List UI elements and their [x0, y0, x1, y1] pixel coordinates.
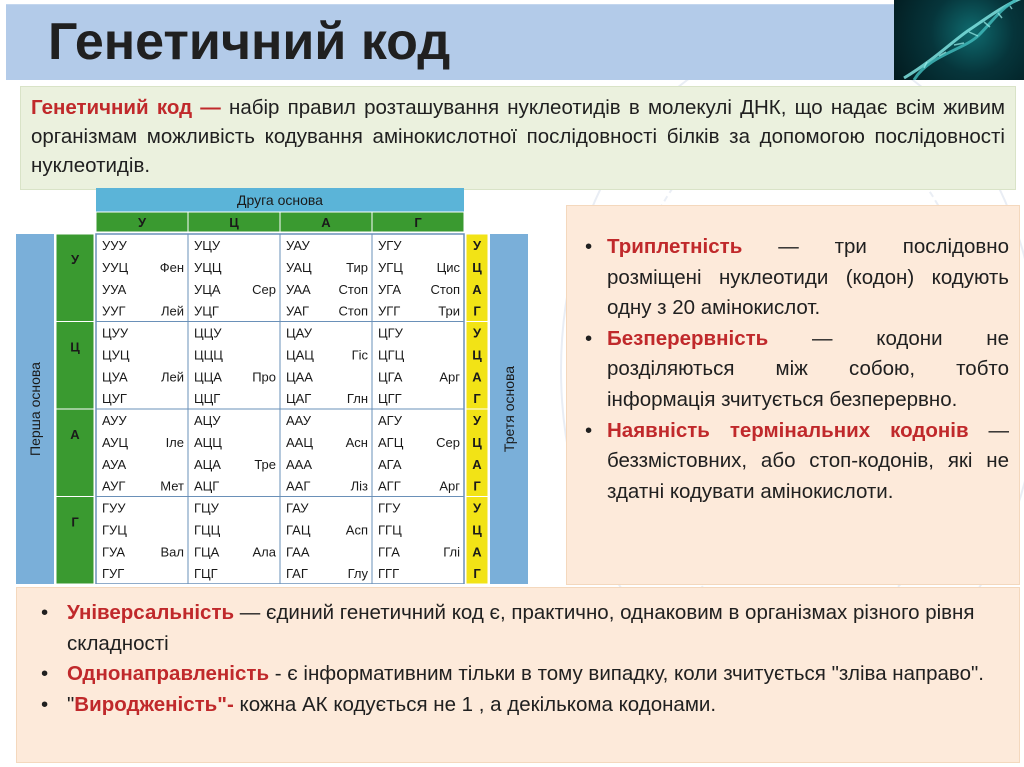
definition-box	[20, 86, 1016, 190]
amino-acid-text: Асн	[345, 434, 368, 450]
codon-table	[14, 188, 550, 584]
codon-text: УГУ	[378, 238, 402, 253]
amino-acid-text: Стоп	[338, 281, 368, 297]
codon-text: АЦЦ	[194, 434, 222, 450]
third-base-label: Ц	[472, 522, 482, 538]
codon-text: УГЦ	[378, 259, 403, 275]
left-header-label: Перша основа	[27, 362, 43, 456]
codon-text: ГУЦ	[102, 522, 127, 538]
amino-acid-text: Асп	[345, 522, 368, 538]
codon-text: АГУ	[378, 413, 402, 428]
amino-acid-text: Гіс	[351, 347, 368, 363]
property-item	[577, 324, 1009, 416]
amino-acid-text: Ліз	[350, 478, 368, 494]
amino-acid-text: Арг	[439, 369, 460, 385]
property-term: Універсальність	[67, 601, 235, 624]
codon-text: ГЦГ	[194, 566, 218, 582]
codon-text: ГГА	[378, 544, 400, 560]
property-text: кожна АК кодується не 1 , а декількома кодонами.	[233, 692, 717, 716]
second-base-label: У	[137, 215, 147, 230]
codon-text: ГАУ	[286, 500, 309, 516]
codon-text: УГА	[378, 281, 402, 297]
properties-list-right	[577, 232, 1009, 507]
codon-text: ГУГ	[102, 566, 125, 582]
first-base-cell	[56, 322, 94, 410]
amino-acid-text: Тир	[346, 259, 368, 275]
amino-acid-text: Лей	[160, 369, 184, 385]
amino-acid-text: Сер	[436, 434, 460, 450]
property-term: Виродженість"-	[74, 692, 234, 716]
codon-table-svg	[14, 188, 550, 584]
property-item	[27, 690, 1009, 721]
codon-text: УУГ	[102, 303, 126, 319]
amino-acid-text: Іле	[165, 434, 184, 450]
codon-text: УУА	[102, 281, 127, 297]
third-base-label: У	[472, 500, 482, 516]
amino-acid-text: Три	[438, 303, 460, 319]
codon-text: УЦУ	[194, 238, 221, 253]
bullet-icon: •	[41, 601, 49, 624]
amino-acid-text: Стоп	[338, 303, 368, 319]
codon-text: ГЦА	[194, 544, 220, 560]
amino-acid-text: Сер	[252, 281, 276, 297]
codon-text: ЦУУ	[102, 325, 129, 341]
property-term: Наявність термінальних кодонів	[607, 418, 969, 442]
codon-text: УУУ	[102, 238, 127, 253]
bullet-icon: •	[585, 326, 593, 350]
codon-text: ГЦЦ	[194, 522, 221, 538]
first-base-label: А	[70, 427, 80, 442]
property-text: — кодони не розділяються між собою, тобто інформація зчитується безперервно.	[607, 326, 1009, 411]
slide-title: Генетичний код	[48, 13, 451, 71]
codon-text: УЦА	[194, 281, 221, 297]
bullet-icon: •	[41, 692, 49, 716]
third-base-label: Ц	[472, 259, 482, 275]
amino-acid-text: Глі	[443, 544, 460, 560]
codon-text: ЦАУ	[286, 325, 312, 341]
codon-text: УУЦ	[102, 259, 129, 275]
property-term: Безперервність	[607, 326, 769, 350]
codon-text: ЦГУ	[378, 325, 403, 341]
amino-acid-text: Тре	[254, 456, 276, 472]
codon-text: ЦГГ	[378, 391, 402, 407]
bullet-icon: •	[585, 418, 593, 442]
third-base-label: А	[472, 544, 482, 560]
codon-text: УГГ	[378, 303, 401, 319]
codon-text: УЦЦ	[194, 259, 222, 275]
properties-list-bottom	[27, 598, 1009, 720]
codon-text: ЦУГ	[102, 391, 127, 407]
bullet-icon: •	[585, 235, 593, 258]
codon-text: ААА	[286, 456, 313, 472]
property-item	[577, 232, 1009, 324]
right-header-label: Третя основа	[501, 365, 517, 453]
property-text: — три послідовно розміщені нуклеотиди (кодон) кодують одну з 20 амінокислот.	[607, 235, 1009, 320]
property-prefix: "	[67, 692, 75, 716]
amino-acid-text: Вал	[160, 544, 184, 560]
codon-text: ААЦ	[286, 434, 313, 450]
property-item	[27, 659, 1009, 690]
top-header-label: Друга основа	[237, 192, 323, 208]
amino-acid-text: Лей	[160, 303, 184, 319]
codon-text: ЦЦГ	[194, 391, 221, 407]
codon-text: ЦУЦ	[102, 347, 130, 363]
codon-text: ААУ	[286, 413, 312, 428]
third-base-label: Г	[473, 391, 481, 407]
codon-text: ГГУ	[378, 500, 401, 516]
codon-text: УАА	[286, 281, 311, 297]
codon-text: УАЦ	[286, 259, 312, 275]
codon-text: ЦГА	[378, 369, 403, 385]
codon-text: АЦА	[194, 456, 221, 472]
third-base-label: У	[472, 413, 482, 428]
third-base-label: А	[472, 369, 482, 385]
codon-text: ЦЦЦ	[194, 347, 223, 363]
codon-text: ГГЦ	[378, 522, 402, 538]
codon-text: УАГ	[286, 303, 310, 319]
codon-text: ГЦУ	[194, 500, 219, 516]
properties-box-right	[566, 205, 1020, 585]
codon-text: ЦЦА	[194, 369, 222, 385]
amino-acid-text: Ала	[252, 544, 276, 560]
codon-text: ЦАЦ	[286, 347, 314, 363]
property-text: - є інформативним тільки в тому випадку, коли зчитується "зліва направо".	[269, 662, 984, 686]
first-base-label: Г	[71, 514, 79, 530]
third-base-label: Ц	[472, 347, 482, 363]
codon-text: АГГ	[378, 478, 401, 494]
amino-acid-text: Глн	[346, 391, 368, 407]
codon-text: ГГГ	[378, 566, 400, 582]
third-base-label: У	[472, 325, 482, 341]
codon-text: ЦЦУ	[194, 325, 222, 341]
codon-text: АУА	[102, 456, 127, 472]
codon-text: АУЦ	[102, 434, 128, 450]
second-base-label: А	[321, 215, 331, 230]
third-base-label: Г	[473, 566, 481, 582]
codon-text: АГЦ	[378, 434, 404, 450]
dna-image	[894, 0, 1024, 80]
third-base-label: Ц	[472, 434, 482, 450]
codon-text: АУГ	[102, 478, 126, 494]
amino-acid-text: Мет	[160, 478, 184, 494]
property-item	[27, 598, 1009, 659]
codon-text: ЦУА	[102, 369, 128, 385]
property-term: Однонаправленість	[67, 662, 270, 686]
property-text: — єдиний генетичний код є, практично, однаковим в організмах різного рівня складності	[67, 601, 975, 655]
first-base-cell	[56, 409, 94, 497]
first-base-cell	[56, 497, 94, 585]
codon-text: УЦГ	[194, 303, 219, 319]
amino-acid-text: Арг	[439, 478, 460, 494]
codon-text: ААГ	[286, 478, 311, 494]
amino-acid-text: Про	[252, 369, 276, 385]
codon-text: АУУ	[102, 413, 127, 428]
codon-text: АЦУ	[194, 413, 221, 428]
first-base-cell	[56, 234, 94, 322]
amino-acid-text: Глу	[347, 566, 368, 582]
third-base-label: У	[472, 238, 482, 253]
amino-acid-text: Стоп	[430, 281, 460, 297]
amino-acid-text: Цис	[436, 259, 460, 275]
codon-text: ГУА	[102, 544, 126, 560]
codon-text: АГА	[378, 456, 402, 472]
definition-text: набір правил розташування нуклеотидів в молекулі ДНК, що надає всім живим організмам можливість кодування амінокислотної послідовності білків за допомогою послідовності нуклеотидів.	[31, 96, 1005, 177]
properties-box-bottom	[16, 587, 1020, 763]
second-base-label: Ц	[229, 215, 239, 230]
third-base-label: Г	[473, 303, 481, 319]
dna-helix-icon	[894, 0, 1024, 80]
codon-text: ЦАА	[286, 369, 313, 385]
first-base-label: Ц	[70, 339, 80, 355]
codon-text: ЦАГ	[286, 391, 312, 407]
definition-term: Генетичний код —	[31, 96, 221, 119]
third-base-label: Г	[473, 478, 481, 494]
codon-text: ГУУ	[102, 500, 126, 516]
property-item	[577, 416, 1009, 508]
codon-text: УАУ	[286, 238, 310, 253]
codon-text: АЦГ	[194, 478, 220, 494]
bullet-icon: •	[41, 662, 49, 686]
second-base-label: Г	[414, 215, 422, 230]
amino-acid-text: Фен	[159, 259, 184, 275]
codon-text: ЦГЦ	[378, 347, 405, 363]
codon-text: ГАА	[286, 544, 310, 560]
third-base-label: А	[472, 456, 482, 472]
third-base-label: А	[472, 281, 482, 297]
codon-text: ГАГ	[286, 566, 308, 582]
codon-text: ГАЦ	[286, 522, 311, 538]
property-term: Триплетність	[607, 235, 743, 258]
first-base-label: У	[70, 252, 80, 267]
property-text: — беззмістовних, або стоп-кодонів, які не здатні кодувати амінокислоти.	[607, 418, 1009, 503]
